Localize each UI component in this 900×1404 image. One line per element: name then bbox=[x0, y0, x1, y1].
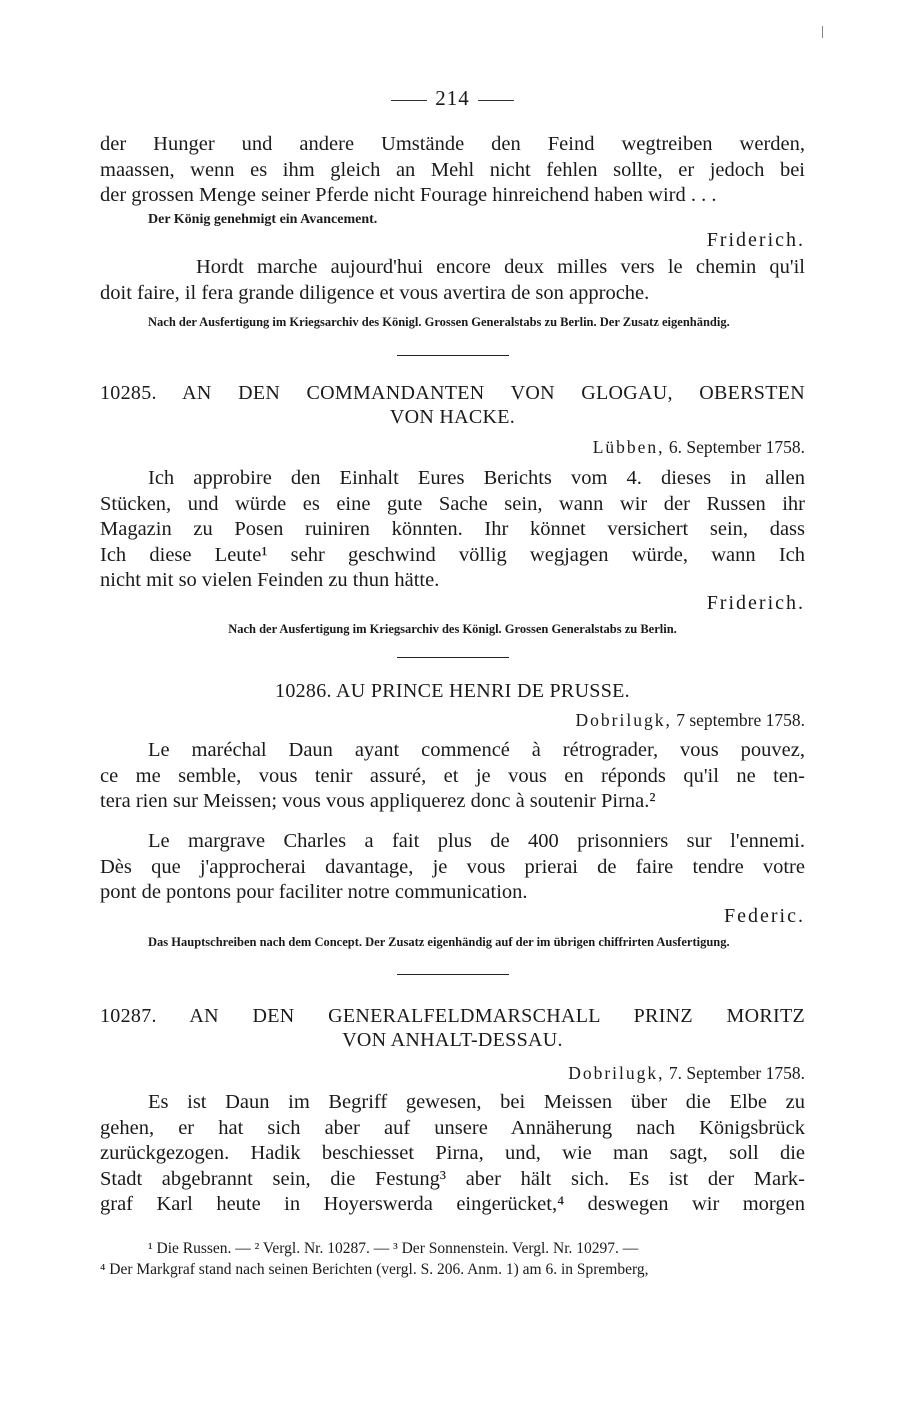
text-line: Le margrave Charles a fait plus de 400 prisonniers sur l'ennemi. bbox=[148, 830, 805, 852]
intro-note: Der König genehmigt ein Avancement. bbox=[148, 212, 378, 227]
letter-number: 10286. bbox=[275, 680, 332, 702]
text-line: Stücken, und würde es eine gute Sache sein, wann wir der Russen ihr bbox=[100, 492, 805, 515]
text-line: ce me semble, vous tenir assuré, et je vous en réponds qu'il ne ten- bbox=[100, 764, 805, 787]
head-rule-right bbox=[478, 100, 514, 101]
signature: Friderich. bbox=[706, 592, 805, 614]
intro-postscript bbox=[100, 255, 805, 306]
text-line: doit faire, il fera grande diligence et vous avertira de son approche. bbox=[100, 281, 650, 304]
text-line: tera rien sur Meissen; vous vous appliquerez donc à soutenir Pirna.² bbox=[100, 790, 656, 812]
text-line: zurückgezogen. Hadik beschiesset Pirna, und, wie man sagt, soll die bbox=[100, 1142, 805, 1164]
intro-text bbox=[100, 132, 805, 209]
edge-mark bbox=[822, 26, 823, 38]
letter-heading bbox=[100, 1004, 805, 1052]
letter-heading bbox=[100, 381, 805, 429]
letter-text bbox=[100, 466, 805, 594]
letter-number: 10287. bbox=[100, 1005, 157, 1027]
footnote-line: ¹ Die Russen. — ² Vergl. Nr. 10287. — ³ Der Sonnenstein. Vergl. Nr. 10297. — bbox=[148, 1240, 639, 1257]
text-line: maassen, wenn es ihm gleich an Mehl nicht fehlen sollte, er jedoch bei bbox=[100, 158, 805, 181]
letter-number: 10285. bbox=[100, 382, 157, 404]
place: Dobrilugk, bbox=[568, 1063, 665, 1083]
source-note: Nach der Ausfertigung im Kriegsarchiv des Königl. Grossen Generalstabs zu Berlin. bbox=[228, 622, 677, 636]
letter-text bbox=[100, 829, 805, 906]
letter-heading bbox=[100, 679, 805, 703]
divider bbox=[100, 355, 805, 356]
text-line: Le maréchal Daun ayant commencé à rétrograder, vous pouvez, bbox=[148, 739, 805, 761]
footnote-line: ⁴ Der Markgraf stand nach seinen Berichten (vergl. S. 206. Anm. 1) am 6. in Spremberg, bbox=[100, 1261, 649, 1278]
text-line: Stadt abgebrannt sein, die Festung³ aber hält sich. Es ist der Mark- bbox=[100, 1167, 805, 1190]
dateline bbox=[100, 710, 827, 731]
text-line: graf Karl heute in Hoyerswerda eingerücket,⁴ deswegen wir morgen bbox=[100, 1193, 805, 1215]
place: Dobrilugk, bbox=[575, 710, 672, 730]
page-number: 214 bbox=[435, 86, 470, 110]
text-line: Magazin zu Posen ruiniren könnten. Ihr könnet versichert sein, dass bbox=[100, 518, 805, 540]
text-line: der grossen Menge seiner Pferde nicht Fourage hinreichend haben wird . . . bbox=[100, 184, 717, 206]
source-note: Das Hauptschreiben nach dem Concept. Der Zusatz eigenhändig auf der im übrigen chiffrirten Ausfertigung. bbox=[148, 935, 730, 949]
divider bbox=[100, 657, 805, 658]
letter-title: AN DEN GENERALFELDMARSCHALL PRINZ MORITZ bbox=[189, 1005, 805, 1027]
text-line: gehen, er hat sich aber auf unsere Annäherung nach Königsbrück bbox=[100, 1116, 805, 1139]
text-line: Dès que j'approcherai davantage, je vous prierai de faire tendre votre bbox=[100, 855, 805, 878]
signature: Federic. bbox=[724, 905, 805, 927]
letter-title-cont: VON HACKE. bbox=[389, 406, 516, 428]
place: Lübben, bbox=[592, 437, 665, 457]
text-line: der Hunger und andere Umstände den Feind wegtreiben werden, bbox=[100, 133, 805, 155]
head-rule-left bbox=[391, 100, 427, 101]
intro-source: Nach der Ausfertigung im Kriegsarchiv des Königl. Grossen Generalstabs zu Berlin. Der Zusatz eigenhändig. bbox=[148, 315, 730, 329]
text-line: nicht mit so vielen Feinden zu thun hätte. bbox=[100, 569, 440, 591]
letter-text bbox=[100, 1090, 805, 1218]
dateline bbox=[100, 437, 827, 458]
text-line: Es ist Daun im Begriff gewesen, bei Meissen über die Elbe zu bbox=[148, 1091, 805, 1113]
text-line: Ich diese Leute¹ sehr geschwind völlig wegjagen würde, wann Ich bbox=[100, 543, 805, 566]
text-line: Hordt marche aujourd'hui encore deux milles vers le chemin qu'il bbox=[196, 256, 805, 278]
dateline bbox=[100, 1063, 827, 1084]
footnotes bbox=[100, 1238, 805, 1280]
text-line: Ich approbire den Einhalt Eures Berichts vom 4. dieses in allen bbox=[148, 467, 805, 489]
letter-title: AU PRINCE HENRI DE PRUSSE. bbox=[336, 680, 630, 702]
date: 6. September 1758. bbox=[668, 437, 805, 457]
divider bbox=[100, 974, 805, 975]
letter-title-cont: VON ANHALT-DESSAU. bbox=[342, 1029, 563, 1051]
letter-title: AN DEN COMMANDANTEN VON GLOGAU, OBERSTEN bbox=[182, 382, 805, 404]
intro-signature: Friderich. bbox=[706, 229, 805, 251]
text-line: pont de pontons pour faciliter notre communication. bbox=[100, 881, 528, 903]
letter-text bbox=[100, 738, 805, 815]
date: 7 septembre 1758. bbox=[676, 710, 805, 730]
date: 7. September 1758. bbox=[668, 1063, 805, 1083]
running-head bbox=[100, 86, 805, 111]
